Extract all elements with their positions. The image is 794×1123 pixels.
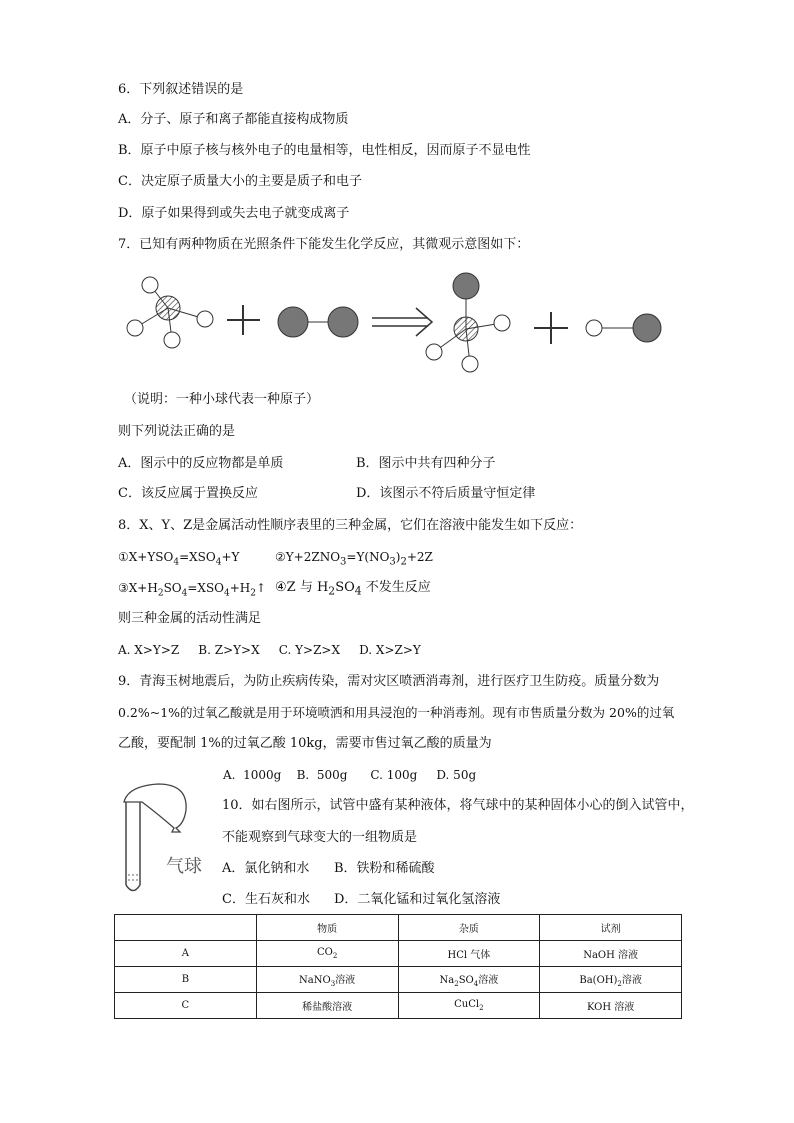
- impurity-table: [114, 914, 682, 1019]
- reagent-cell: KOH 溶液: [540, 993, 682, 1019]
- table-header-cell: [115, 915, 257, 941]
- reaction-diagram: [110, 268, 680, 378]
- q9-line-3: 乙酸，要配制 1%的过氧乙酸 10kg，需要市售过氧乙酸的质量为: [118, 736, 492, 751]
- q6-option-b: B．原子中原子核与核外电子的电量相等，电性相反，因而原子不显电性: [118, 143, 531, 158]
- q10-option-a: A．氯化钠和水: [222, 861, 310, 876]
- q7-stem: 7．已知有两种物质在光照条件下能发生化学反应，其微观示意图如下：: [118, 237, 530, 252]
- table-header-cell: 试剂: [540, 915, 682, 941]
- table-row: [115, 941, 682, 967]
- table-header-cell: 杂质: [398, 915, 540, 941]
- q7-option-b: B．图示中共有四种分子: [356, 456, 496, 471]
- q10-line-2: 不能观察到气球变大的一组物质是: [222, 830, 418, 845]
- q9-line-1: 9．青海玉树地震后，为防止疾病传染，需对灾区喷洒消毒剂，进行医疗卫生防疫。质量分数为: [118, 674, 660, 689]
- row-label: B: [115, 967, 257, 993]
- product-molecule-1: [426, 273, 510, 372]
- table-header-row: [115, 915, 682, 941]
- q6-stem: 6．下列叙述错误的是: [118, 82, 244, 97]
- q8-reaction-2: $②Y+2ZNO_3=Y(NO_3)_2+2Z$: [275, 550, 433, 568]
- q9-options: A. 1000g B. 500g C. 100g D. 50g: [223, 768, 477, 782]
- q10-option-d: D．二氧化锰和过氧化氢溶液: [334, 892, 501, 907]
- q6-option-a: A．分子、原子和离子都能直接构成物质: [118, 112, 349, 127]
- plus-sign-1: [227, 305, 260, 335]
- q7-prompt: 则下列说法正确的是: [118, 424, 236, 439]
- reactant-molecule-1: [127, 277, 213, 348]
- q10-option-b: B．铁粉和稀硫酸: [334, 861, 435, 876]
- q7-option-d: D．该图示不符后质量守恒定律: [356, 486, 536, 501]
- reagent-cell: $Ba(OH)_2$溶液: [540, 967, 682, 993]
- q8-reaction-3: $③X+H_2SO_4=XSO_4+H_2↑$: [118, 581, 267, 599]
- impurity-cell: HCl 气体: [398, 941, 540, 967]
- impurity-cell: CuCl$_2$: [398, 993, 540, 1019]
- q10-line-1: 10．如右图所示，试管中盛有某种液体，将气球中的某种固体小心的倒入试管中，: [222, 798, 694, 813]
- balloon-label: 气球: [166, 856, 202, 877]
- q10-option-c: C．生石灰和水: [222, 892, 310, 907]
- q7-note: （说明：一种小球代表一种原子）: [124, 392, 320, 407]
- impurity-cell: $Na_2SO_4$溶液: [398, 967, 540, 993]
- q8-options: A. X>Y>Z B. Z>Y>X C. Y>Z>X D. X>Z>Y: [118, 643, 421, 657]
- table-row: [115, 993, 682, 1019]
- q7-option-a: A．图示中的反应物都是单质: [118, 456, 284, 471]
- substance-cell: 稀盐酸溶液: [256, 993, 398, 1019]
- substance-cell: $CO_2$: [256, 941, 398, 967]
- plus-sign-2: [534, 312, 568, 344]
- reagent-cell: NaOH 溶液: [540, 941, 682, 967]
- row-label: A: [115, 941, 257, 967]
- test-tube-balloon-figure: [118, 780, 213, 898]
- reaction-arrow: [372, 308, 432, 336]
- q7-option-c: C．该反应属于置换反应: [118, 486, 258, 501]
- substance-cell: NaNO$_3$溶液: [256, 967, 398, 993]
- reactant-molecule-2: [278, 307, 358, 337]
- q8-reaction-1: $①X+YSO_4=XSO_4+Y$: [118, 550, 240, 568]
- q6-option-c: C．决定原子质量大小的主要是质子和电子: [118, 174, 362, 189]
- q6-option-d: D．原子如果得到或失去电子就变成离子: [118, 206, 350, 221]
- table-row: [115, 967, 682, 993]
- q8-reaction-4: ④Z 与 $H_2SO_4$ 不发生反应: [275, 580, 431, 598]
- q8-prompt: 则三种金属的活动性满足: [118, 611, 262, 626]
- row-label: C: [115, 993, 257, 1019]
- product-molecule-2: [586, 314, 661, 342]
- table-header-cell: 物质: [256, 915, 398, 941]
- q8-stem: 8．X、Y、Z是金属活动性顺序表里的三种金属，它们在溶液中能发生如下反应：: [118, 518, 583, 533]
- q9-line-2: 0.2%~1%的过氧乙酸就是用于环境喷洒和用具浸泡的一种消毒剂。现有市售质量分数为 20%的过氧: [118, 705, 675, 720]
